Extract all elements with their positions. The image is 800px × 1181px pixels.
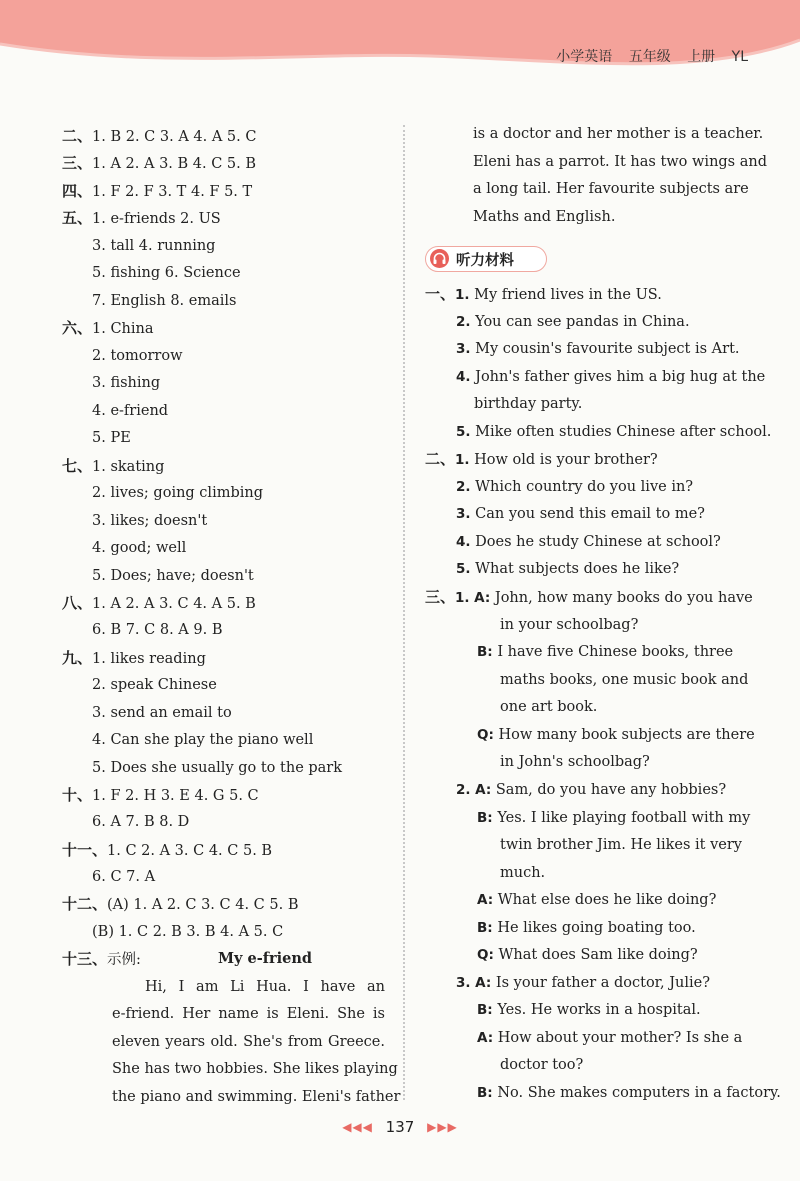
transcript-line: maths books, one music book and: [500, 672, 749, 688]
answer-line: 6. B 7. C 8. A 9. B: [92, 622, 223, 638]
essay-line: Eleni has a parrot. It has two wings and: [473, 154, 768, 170]
transcript-line: A: What else does he like doing?: [477, 892, 717, 908]
answer-line: 5. fishing 6. Science: [92, 265, 241, 281]
edition-label: YL: [731, 49, 748, 65]
essay-line: e-friend. Her name is Eleni. She is: [112, 1006, 385, 1022]
answer-line: 5. PE: [92, 430, 131, 446]
answer-line: 3. fishing: [92, 375, 161, 391]
answer-line: 5. Does she usually go to the park: [92, 760, 343, 776]
answer-line: 七、1. skating: [62, 457, 165, 475]
transcript-line: 5. Mike often studies Chinese after school.: [456, 424, 772, 440]
book-info: [544, 46, 748, 66]
transcript-line: 3. My cousin's favourite subject is Art.: [456, 341, 740, 357]
transcript-line: 2. You can see pandas in China.: [456, 314, 690, 330]
answer-line: 十二、(A) 1. A 2. C 3. C 4. C 5. B: [62, 895, 299, 913]
answer-line: 四、1. F 2. F 3. T 4. F 5. T: [62, 182, 253, 200]
essay-heading: 十三、示例:: [62, 950, 141, 968]
transcript-line: in John's schoolbag?: [500, 754, 650, 770]
answer-line: 4. e-friend: [92, 403, 169, 419]
transcript-line: B: He likes going boating too.: [477, 920, 696, 936]
answer-line: 六、1. China: [62, 319, 154, 337]
answer-line: 6. C 7. A: [92, 869, 156, 885]
essay-line: is a doctor and her mother is a teacher.: [473, 126, 764, 142]
header-wave-banner: [0, 0, 800, 80]
essay-line: Hi, I am Li Hua. I have an: [145, 979, 385, 995]
transcript-line: 一、1. My friend lives in the US.: [425, 285, 662, 303]
transcript-line: B: No. She makes computers in a factory.: [477, 1085, 781, 1101]
essay-title: My e-friend: [218, 950, 313, 967]
answer-line: 3. send an email to: [92, 705, 232, 721]
subject-label: 小学英语: [556, 49, 613, 65]
answer-line: 九、1. likes reading: [62, 649, 206, 667]
transcript-line: B: Yes. I like playing football with my: [477, 810, 751, 826]
answer-line: 2. tomorrow: [92, 348, 183, 364]
transcript-line: 4. John's father gives him a big hug at the: [456, 369, 766, 385]
answer-line: 十、1. F 2. H 3. E 4. G 5. C: [62, 786, 259, 804]
transcript-line: Q: What does Sam like doing?: [477, 947, 698, 963]
answer-line: 2. speak Chinese: [92, 677, 217, 693]
transcript-line: B: Yes. He works in a hospital.: [477, 1002, 701, 1018]
transcript-line: in your schoolbag?: [500, 617, 639, 633]
answer-line: 2. lives; going climbing: [92, 485, 263, 501]
transcript-line: 2. Which country do you live in?: [456, 479, 694, 495]
transcript-line: twin brother Jim. He likes it very: [500, 837, 742, 853]
column-divider: [403, 125, 405, 1100]
answer-line: 3. likes; doesn't: [92, 513, 208, 529]
essay-line: Maths and English.: [473, 209, 616, 225]
answer-line: 十一、1. C 2. A 3. C 4. C 5. B: [62, 841, 273, 859]
headphones-icon: [430, 249, 449, 268]
answer-line: (B) 1. C 2. B 3. B 4. A 5. C: [92, 924, 284, 940]
essay-line: a long tail. Her favourite subjects are: [473, 181, 749, 197]
transcript-line: 3. Can you send this email to me?: [456, 506, 705, 522]
prev-arrows-icon: ◀◀◀: [342, 1120, 373, 1134]
transcript-line: 3. A: Is your father a doctor, Julie?: [456, 975, 711, 991]
transcript-line: 2. A: Sam, do you have any hobbies?: [456, 782, 727, 798]
transcript-line: doctor too?: [500, 1057, 584, 1073]
answer-line: 五、1. e-friends 2. US: [62, 209, 221, 227]
transcript-line: 4. Does he study Chinese at school?: [456, 534, 721, 550]
answer-line: 4. good; well: [92, 540, 187, 556]
essay-line: eleven years old. She's from Greece.: [112, 1034, 385, 1050]
answer-line: 4. Can she play the piano well: [92, 732, 314, 748]
grade-label: 五年级: [628, 49, 671, 65]
answer-line: 5. Does; have; doesn't: [92, 568, 254, 584]
answer-line: 3. tall 4. running: [92, 238, 216, 254]
answer-line: 八、1. A 2. A 3. C 4. A 5. B: [62, 594, 256, 612]
answer-line: 7. English 8. emails: [92, 293, 237, 309]
transcript-line: birthday party.: [474, 396, 583, 412]
transcript-line: 5. What subjects does he like?: [456, 561, 680, 577]
transcript-line: B: I have five Chinese books, three: [477, 644, 734, 660]
transcript-line: much.: [500, 865, 546, 881]
essay-line: the piano and swimming. Eleni's father: [112, 1089, 401, 1105]
transcript-line: 二、1. How old is your brother?: [425, 450, 658, 468]
volume-label: 上册: [687, 49, 716, 65]
answer-line: 6. A 7. B 8. D: [92, 814, 190, 830]
page-footer: [0, 1118, 800, 1136]
listening-title: 听力材料: [456, 253, 514, 269]
transcript-line: 三、1. A: John, how many books do you have: [425, 588, 753, 606]
transcript-line: one art book.: [500, 699, 598, 715]
answer-line: 二、1. B 2. C 3. A 4. A 5. C: [62, 127, 257, 145]
listening-material-heading: [425, 246, 547, 272]
page-number: 137: [385, 1118, 415, 1136]
transcript-line: A: How about your mother? Is she a: [477, 1030, 743, 1046]
next-arrows-icon: ▶▶▶: [427, 1120, 458, 1134]
transcript-line: Q: How many book subjects are there: [477, 727, 755, 743]
answer-line: 三、1. A 2. A 3. B 4. C 5. B: [62, 154, 257, 172]
essay-line: She has two hobbies. She likes playing: [112, 1061, 398, 1077]
